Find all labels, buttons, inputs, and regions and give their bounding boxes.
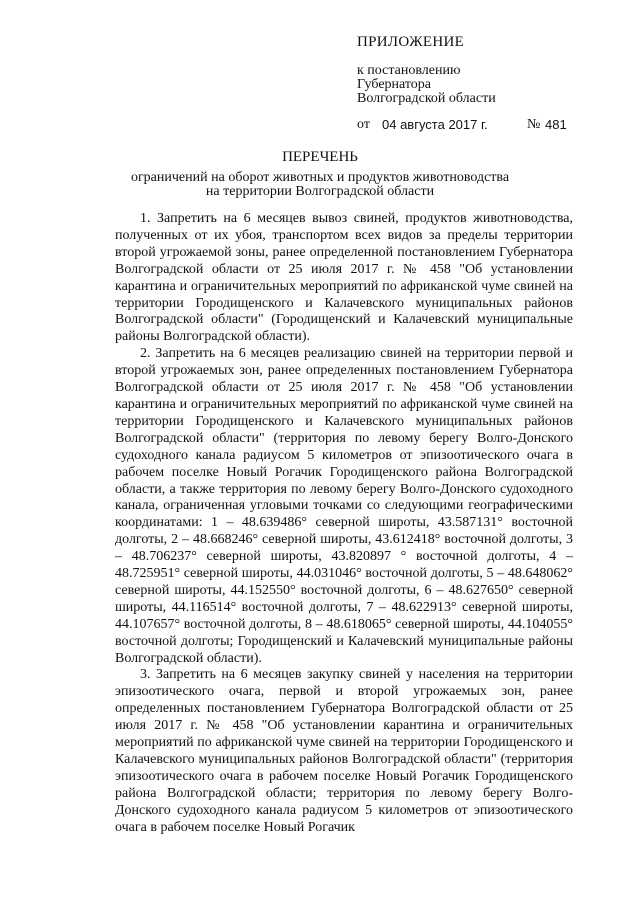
- appendix-line-3: Волгоградской области: [357, 91, 496, 106]
- paragraph-item-3: 3. Запретить на 6 месяцев закупку свиней у населения на территории эпизоотического очага, первой и второй угрожаемых зон, ранее определенных постановлением Губернатора Волгоградской области от 25 июля 2017 г. № 458 "Об установлении карантина и ограничительных мероприятий по африканской чуме свиней на территории Городищенского и Калачевского муниципальных районов Волгоградской области" (территория эпизоотического очага в рабочем поселке Новый Рогачик Городищенского района Волгоградской области; территория по левому берегу Волго-Донского судоходного канала радиусом 5 километров от эпизоотического очага в рабочем поселке Новый Рогачик: [115, 667, 573, 835]
- paragraph-item-1: 1. Запретить на 6 месяцев вывоз свиней, продуктов животноводства, полученных от их убоя, транспортом всех видов за пределы территории второй угрожаемой зоны, ранее определенной постановлением Губернатора Волгоградской области от 25 июля 2017 г. № 458 "Об установлении карантина и ограничительных мероприятий по африканской чуме свиней на территории Городищенского и Калачевского муниципальных районов Волгоградской области" (Городищенский и Калачевский муниципальные районы Волгоградской области).: [115, 211, 573, 345]
- document-body: [115, 211, 573, 837]
- appendix-line-2: Губернатора: [357, 77, 432, 92]
- document-subtitle-line-2: на территории Волгоградской области: [205, 184, 435, 199]
- document-title: ПЕРЕЧЕНЬ: [282, 149, 358, 165]
- decree-date: 04 августа 2017 г.: [382, 117, 488, 132]
- appendix-date-row: [357, 117, 577, 135]
- appendix-line-1: к постановлению: [357, 63, 461, 78]
- date-prefix: от: [357, 117, 370, 132]
- paragraph-item-2: 2. Запретить на 6 месяцев реализацию свиней на территории первой и второй угрожаемых зон, ранее определенных постановлением Губернатора Волгоградской области от 25 июля 2017 г. № 458 "Об установлении карантина и ограничительных мероприятий по африканской чуме свиней на территории Городищенского и Калачевского муниципальных районов Волгоградской области" (территория по левому берегу Волго-Донского судоходного канала радиусом 5 километров от эпизоотического очага в рабочем поселке Новый Рогачик Городищенского района Волгоградской области, а также территория по левому берегу Волго-Донского судоходного канала, ограниченная угловыми точками со следующими географическими координатами: 1 – 48.639486° северной широты, 43.587131° восточной долготы, 2 – 48.668246° северной широты, 43.612418° восточной долготы, 3 – 48.706237° северной широты, 43.820897 ° восточной долготы, 4 – 48.725951° северной широты, 44.031046° восточной долготы, 5 – 48.648062° северной широты, 44.152550° восточной долготы, 6 – 48.627650° северной широты, 44.116514° восточной долготы, 7 – 48.622913° северной широты, 44.107657° восточной долготы, 8 – 48.618065° северной широты, 44.104055° восточной долготы; Городищенский и Калачевский муниципальные районы Волгоградской области).: [115, 346, 573, 666]
- appendix-title: ПРИЛОЖЕНИЕ: [357, 34, 465, 50]
- document-subtitle-line-1: ограничений на оборот животных и продуктов животноводства: [130, 170, 510, 185]
- number-prefix: №: [527, 117, 541, 132]
- decree-number: 481: [545, 117, 567, 132]
